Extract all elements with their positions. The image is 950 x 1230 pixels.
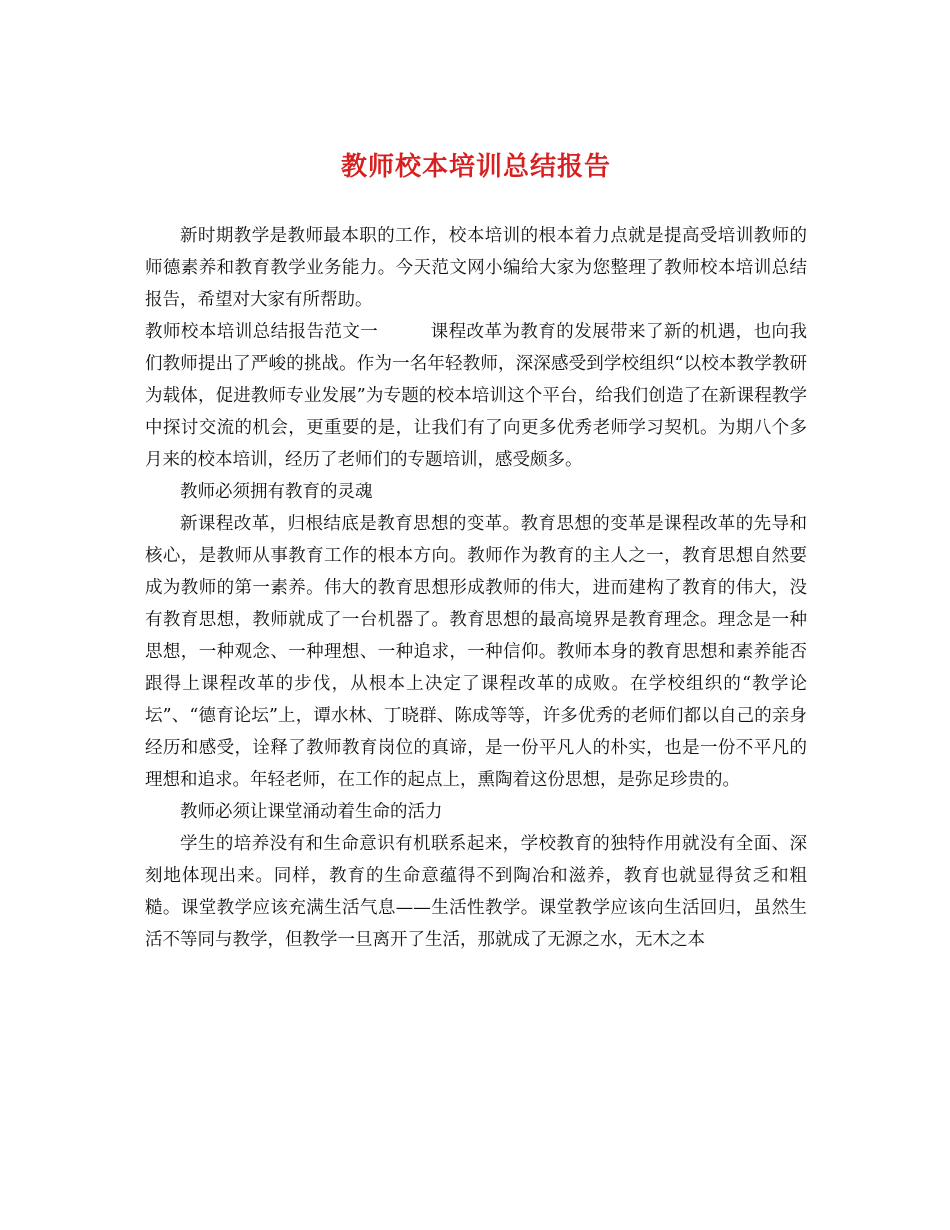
- document-title: 教师校本培训总结报告: [340, 152, 611, 182]
- section-heading-vitality: 教师必须让课堂涌动着生命的活力: [180, 802, 443, 822]
- intro-paragraph: 新时期教学是教师最本职的工作，校本培训的根本着力点就是提高受培训教师的师德素养和教育教学业务能力。今天范文网小编给大家为您整理了教师校本培训总结报告，希望对大家有所帮助。: [145, 226, 807, 310]
- section-paragraph-soul: 新课程改革，归根结底是教育思想的变革。教育思想的变革是课程改革的先导和核心，是教师从事教育工作的根本方向。教师作为教育的主人之一，教育思想自然要成为教师的第一素养。伟大的教育思想形成教师的伟大，进而建构了教育的伟大，没有教育思想，教师就成了一台机器了。教育思想的最高境界是教育理念。理念是一种思想，一种观念、一种理想、一种追求，一种信仰。教师本身的教育思想和素养能否跟得上课程改革的步伐，从根本上决定了课程改革的成败。在学校组织的“教学论坛”、“德育论坛”上，谭水林、丁晓群、陈成等等，许多优秀的老师们都以自己的亲身经历和感受，诠释了教师教育岗位的真谛，是一份平凡人的朴实，也是一份不平凡的理想和追求。年轻老师，在工作的起点上，熏陶着这份思想，是弥足珍贵的。: [145, 514, 807, 790]
- sample-one-paragraph: [145, 316, 807, 476]
- sample-one-text: 课程改革为教育的发展带来了新的机遇，也向我们教师提出了严峻的挑战。作为一名年轻教师，深深感受到学校组织“以校本教学教研为载体，促进教师专业发展”为专题的校本培训这个平台，给我们创造了在新课程教学中探讨交流的机会，更重要的是，让我们有了向更多优秀老师学习契机。为期八个多月来的校本培训，经历了老师们的专题培训，感受颇多。: [145, 322, 807, 470]
- sample-one-heading: 教师校本培训总结报告范文一: [145, 322, 379, 342]
- section-heading-soul: 教师必须拥有教育的灵魂: [180, 482, 373, 502]
- section-paragraph-vitality: 学生的培养没有和生命意识有机联系起来，学校教育的独特作用就没有全面、深刻地体现出来。同样，教育的生命意蕴得不到陶冶和滋养，教育也就显得贫乏和粗糙。课堂教学应该充满生活气息——生活性教学。课堂教学应该向生活回归，虽然生活不等同与教学，但教学一旦离开了生活，那就成了无源之水，无木之本: [145, 834, 807, 950]
- document-body: [145, 220, 807, 956]
